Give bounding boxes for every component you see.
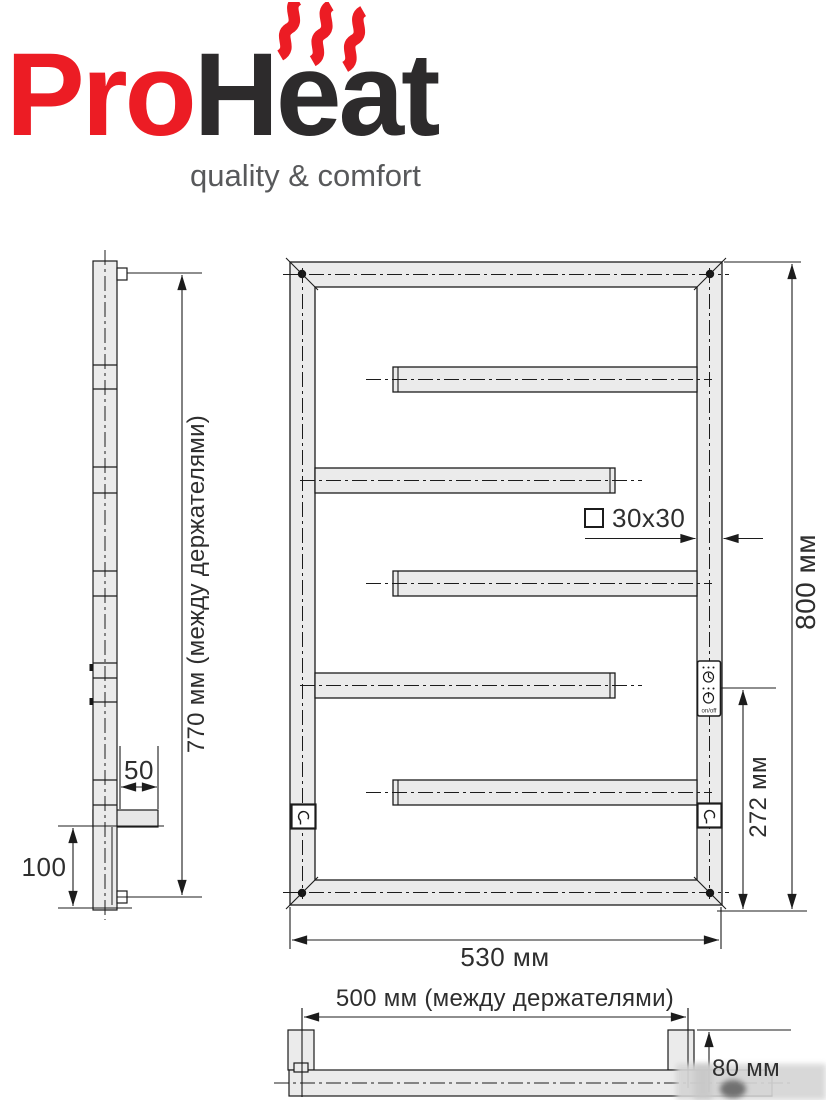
dim-panel-to-bottom-label: 272 мм: [745, 756, 772, 838]
brand-tagline: quality & comfort: [190, 158, 421, 193]
dim-holder-length-label: 50: [124, 755, 154, 785]
brand-heat-text: Heat: [193, 29, 438, 161]
brand-pro-text: Pro: [6, 29, 194, 161]
dim-total-height-label: 800 мм: [790, 534, 821, 630]
dim-height-between-holders-label: 770 мм (между держателями): [183, 414, 210, 754]
dim-wall-offset-label: 80 мм: [712, 1055, 780, 1082]
dim-tube-profile-label: 30x30: [612, 503, 686, 533]
dim-bottom-offset-label: 100: [21, 852, 67, 882]
swivel-joint-left: [292, 805, 316, 829]
front-view: [283, 258, 729, 909]
side-view: [90, 250, 159, 920]
dim-total-width-label: 530 мм: [460, 942, 550, 972]
control-panel-onoff-label: on/off: [701, 708, 717, 715]
dim-width-between-holders-label: 500 мм (между держателями): [335, 985, 675, 1012]
holder-bracket: [294, 1063, 308, 1072]
swivel-joint-right: [698, 804, 722, 828]
top-mount-stud: [117, 268, 127, 280]
